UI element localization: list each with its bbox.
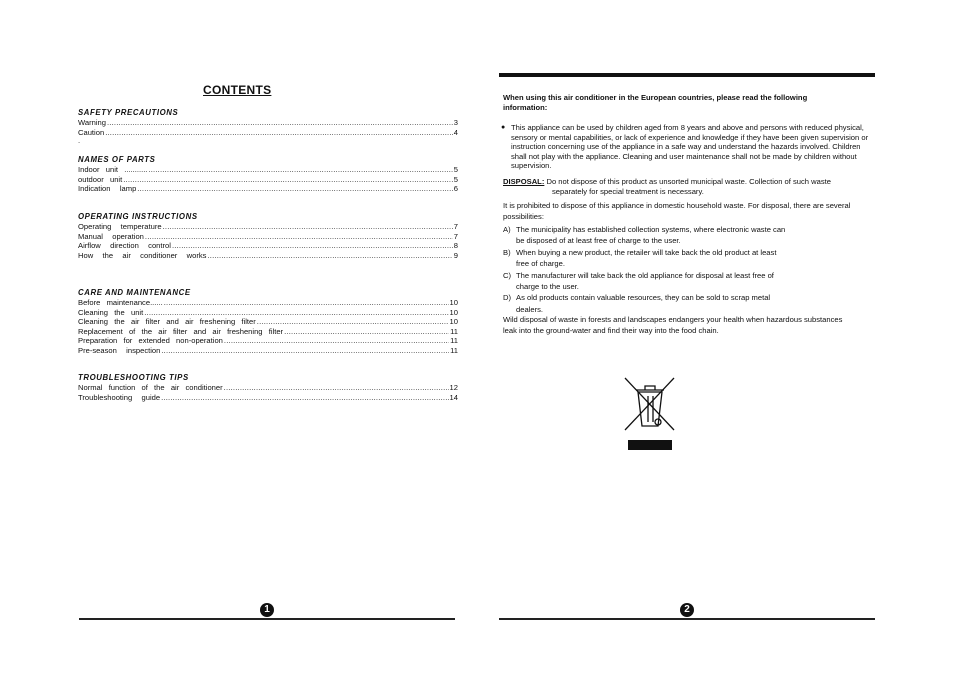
page-number-badge: 2	[680, 603, 694, 617]
closing-paragraph: Wild disposal of waste in forests and landscapes endangers your health when hazardous substances leak into the ground-water and find their way into the food chain.	[503, 315, 843, 335]
toc-entry: How the air conditioner works ..... 9	[78, 251, 458, 261]
bullet-icon: ●	[501, 124, 506, 131]
disposal-text: Do not dispose of this product as unsorted municipal waste. Collection of such waste	[544, 177, 831, 186]
list-item-cont: dealers.	[516, 304, 544, 314]
list-item-cont: be disposed of at least free of charge to the user.	[516, 236, 681, 246]
disposal-paragraph	[503, 177, 875, 197]
footer-rule	[79, 618, 455, 620]
toc-section-care	[78, 288, 458, 355]
children-safety-bullet	[501, 123, 875, 171]
section-title: CARE AND MAINTENANCE	[78, 288, 191, 297]
toc-entry: Before maintenance...... ..... 10	[78, 298, 458, 308]
header-rule	[499, 73, 875, 77]
toc-entry: Airflow direction control ..... 8	[78, 241, 458, 251]
toc-entry: Preparation for extended non-operation ..... 11	[78, 336, 458, 346]
toc-entry: Troubleshooting guide ..... 14	[78, 393, 458, 403]
section-title: OPERATING INSTRUCTIONS	[78, 212, 198, 221]
prohibited-paragraph: It is prohibited to dispose of this appliance in domestic household waste. For disposal, there are several possibilities:	[503, 201, 851, 221]
toc-entry: Cleaning the unit ..... 10	[78, 308, 458, 318]
bullet-text: This appliance can be used by children aged from 8 years and above and persons with reduced physical, sensory or mental capabilities, or lack of experience and knowledge if they have been given supervision or instruction concerning use of the appliance in a safe way and understand the hazards involved. Children shall not play with the appliance. Cleaning and user maintenance shall not be made by children without supervision.	[511, 123, 869, 171]
disposal-options	[503, 224, 875, 315]
list-item-cont: charge to the user.	[516, 282, 579, 292]
toc-section-troubleshooting	[78, 373, 458, 402]
list-item-cont: free of charge.	[516, 259, 565, 269]
toc-section-names-of-parts	[78, 155, 458, 194]
page-number-badge: 1	[260, 603, 274, 617]
stray-mark: .	[78, 136, 81, 145]
toc-entry: Indication lamp ..... 6	[78, 184, 458, 194]
toc-entry: Replacement of the air filter and air freshening filter ..... 11	[78, 327, 458, 337]
toc-entry: Warning ..... 3	[78, 118, 458, 128]
toc-entry: Caution ..... 4	[78, 128, 458, 138]
disposal-label: DISPOSAL:	[503, 177, 545, 186]
section-title: TROUBLESHOOTING TIPS	[78, 373, 189, 382]
list-item: A) The municipality has established collection systems, where electronic waste can	[503, 225, 786, 234]
toc-entry: outdoor unit ..... 5	[78, 175, 458, 185]
toc-entry: Operating temperature ..... 7	[78, 222, 458, 232]
toc-entry: Cleaning the air filter and air freshening filter ..... 10	[78, 317, 458, 327]
toc-section-operating	[78, 212, 458, 260]
disposal-text-cont: separately for special treatment is necessary.	[552, 186, 704, 196]
footer-rule	[499, 618, 875, 620]
toc-entry: Indoor unit ........... ..... 5	[78, 165, 458, 175]
crossed-out-wheelie-bin-icon	[622, 376, 678, 452]
eu-heading: When using this air conditioner in the European countries, please read the following information:	[503, 93, 808, 112]
toc-entry: Pre-season inspection ..... 11	[78, 346, 458, 356]
toc-section-safety	[78, 108, 458, 144]
contents-title: CONTENTS	[203, 83, 272, 97]
list-item: D) As old products contain valuable resources, they can be sold to scrap metal	[503, 293, 771, 303]
toc-entry: Manual operation ..... 7	[78, 232, 458, 242]
toc-entry: Normal function of the air conditioner ..... 12	[78, 383, 458, 393]
section-title: NAMES OF PARTS	[78, 155, 156, 164]
list-item: B) When buying a new product, the retailer will take back the old product at least	[503, 247, 777, 257]
list-item: C) The manufacturer will take back the old appliance for disposal at least free of	[503, 270, 774, 280]
section-title: SAFETY PRECAUTIONS	[78, 108, 179, 117]
